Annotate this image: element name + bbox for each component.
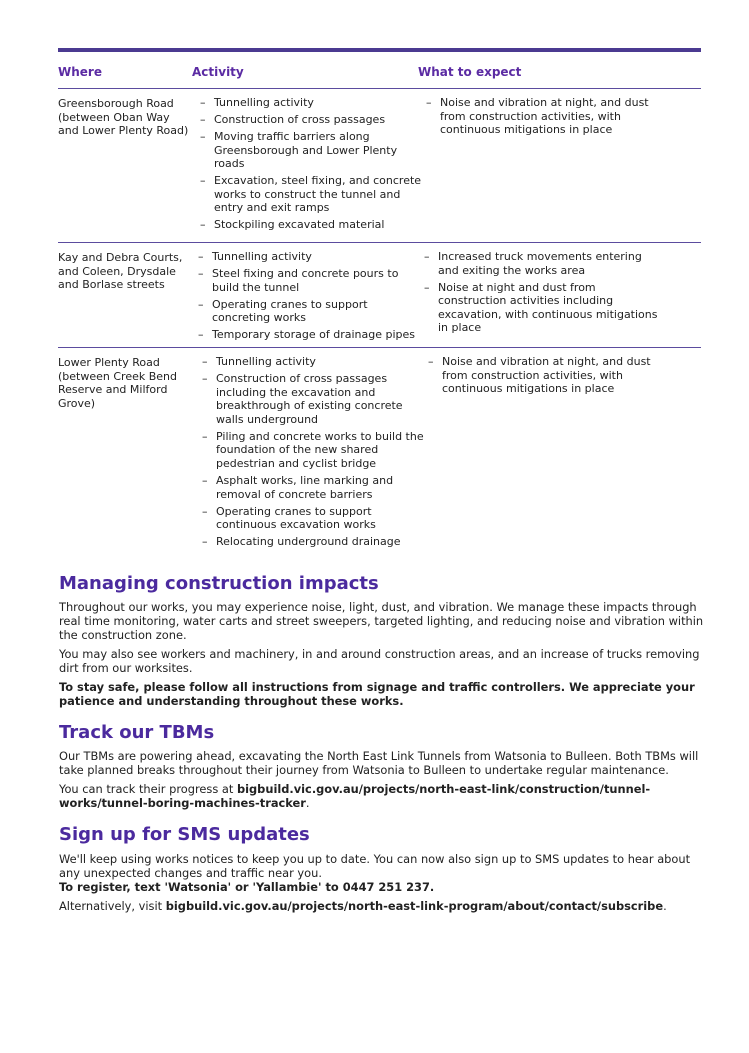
list-item: – Operating cranes to support continuous excavation works (202, 505, 428, 532)
row-where: Greensborough Road (between Oban Way and Lower Plenty Road) (58, 97, 189, 138)
list-item: – Temporary storage of drainage pipes (198, 328, 424, 342)
sms-register-instruction: To register, text 'Watsonia' or 'Yallambie' to 0447 251 237. (59, 880, 435, 894)
list-item: – Noise and vibration at night, and dust from construction activities, with continuous mitigations in place (428, 355, 661, 396)
list-item: – Noise at night and dust from construction activities including excavation, with continuous mitigations in place (424, 281, 661, 335)
safety-notice: To stay safe, please follow all instructions from signage and traffic controllers. We appreciate your patience and understanding throughout these works. (59, 680, 695, 708)
table-header-row (58, 52, 701, 89)
paragraph: You may also see workers and machinery, in and around construction areas, and an increase of trucks removing dirt from our worksites. (59, 647, 700, 675)
paragraph: Our TBMs are powering ahead, excavating the North East Link Tunnels from Watsonia to Bulleen. Both TBMs will take planned breaks throughout their journey from Watsonia to Bulleen to undertake regular maintenance. (59, 749, 699, 777)
expect-list (428, 348, 701, 405)
header-expect: What to expect (418, 65, 522, 79)
subscribe-paragraph: Alternatively, visit bigbuild.vic.gov.au/projects/north-east-link-program/about/contact/subscribe. (59, 899, 667, 913)
list-item: – Stockpiling excavated material (200, 218, 426, 232)
paragraph: Throughout our works, you may experience noise, light, dust, and vibration. We manage these impacts through real time monitoring, water carts and street sweepers, targeted lighting, and reducing noise and vibration within the construction zone. (59, 600, 704, 642)
works-table (58, 48, 701, 553)
list-item: – Noise and vibration at night, and dust from construction activities, with continuous mitigations in place (426, 96, 661, 137)
table-row (58, 348, 701, 553)
table-row (58, 89, 701, 243)
expect-list (424, 243, 701, 344)
list-item: – Asphalt works, line marking and removal of concrete barriers (202, 474, 428, 501)
list-item: – Increased truck movements entering and exiting the works area (424, 250, 661, 277)
header-where: Where (58, 65, 102, 79)
list-item: – Moving traffic barriers along Greensborough and Lower Plenty roads (200, 130, 426, 171)
section-heading-tbm: Track our TBMs (59, 722, 215, 743)
activity-list (198, 243, 424, 351)
list-item: – Relocating underground drainage (202, 535, 428, 549)
list-item: – Excavation, steel fixing, and concrete works to construct the tunnel and entry and exit ramps (200, 174, 426, 215)
paragraph: We'll keep using works notices to keep you up to date. You can now also sign up to SMS updates to hear about any unexpected changes and traffic near you. (59, 852, 691, 880)
list-item: – Tunnelling activity (198, 250, 424, 264)
header-activity: Activity (192, 65, 244, 79)
row-where: Lower Plenty Road (between Creek Bend Reserve and Milford Grove) (58, 356, 177, 410)
activity-list (202, 348, 428, 558)
row-where: Kay and Debra Courts, and Coleen, Drysdale and Borlase streets (58, 251, 183, 292)
tracker-paragraph: You can track their progress at bigbuild.vic.gov.au/projects/north-east-link/construction/tunnel-works/tunnel-boring-machines-tracker. (59, 782, 651, 810)
list-item: – Piling and concrete works to build the foundation of the new shared pedestrian and cyclist bridge (202, 430, 428, 471)
list-item: – Operating cranes to support concreting works (198, 298, 424, 325)
list-item: – Construction of cross passages (200, 113, 426, 127)
list-item: – Steel fixing and concrete pours to build the tunnel (198, 267, 424, 294)
expect-list (426, 89, 701, 146)
list-item: – Construction of cross passages including the excavation and breakthrough of existing concrete walls underground (202, 372, 428, 426)
list-item: – Tunnelling activity (202, 355, 428, 369)
activity-list (200, 89, 426, 241)
subscribe-link[interactable]: bigbuild.vic.gov.au/projects/north-east-link-program/about/contact/subscribe (165, 899, 664, 913)
section-heading-sms: Sign up for SMS updates (59, 824, 310, 845)
section-heading-managing: Managing construction impacts (59, 573, 379, 594)
table-row (58, 243, 701, 348)
list-item: – Tunnelling activity (200, 96, 426, 110)
tracker-link[interactable]: bigbuild.vic.gov.au/projects/north-east-link/construction/tunnel-works/tunnel-boring-machines-tracker (59, 782, 651, 810)
